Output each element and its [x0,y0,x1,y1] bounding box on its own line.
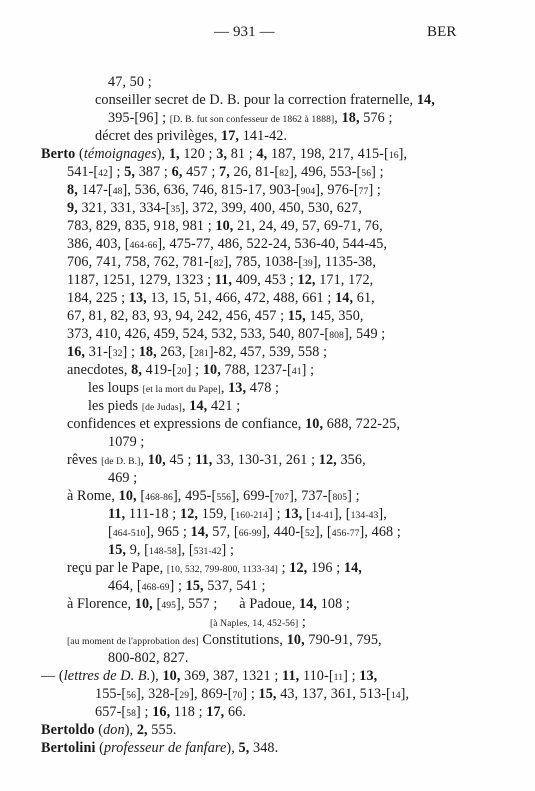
index-entry-bertoldo [41,721,177,739]
text-run: 16 [388,150,399,161]
text-run: 9, [67,200,78,216]
text-run: ), [156,146,169,162]
text-run: 13, [228,380,247,396]
text-run: 26, 81-[ [229,164,280,180]
text-run: 387 ; [135,164,172,180]
index-line [67,163,384,183]
text-run: 419-[ [141,362,177,378]
text-run: ], [378,506,387,522]
text-run: 48 [112,186,123,197]
text-run: 576 ; [359,110,393,126]
text-run: 56 [126,690,137,701]
index-line [108,649,189,667]
text-run: 263, [ [156,344,195,360]
text-run: 32 [112,348,123,359]
text-run: 1, [168,146,180,162]
text-run: 66-99 [238,528,262,539]
text-run: 20 [176,366,187,377]
text-run: 141-42. [239,128,288,144]
text-run: 11, [282,668,300,684]
text-run: 70 [232,690,243,701]
text-run: ), [226,740,239,756]
text-run: , [334,110,342,126]
text-run: ], 475-77, 486, 522-24, 536-40, 544-45, [157,236,388,252]
index-line [108,577,266,597]
text-run: 66. [224,704,247,720]
text-run: 464, [ [108,578,142,594]
text-run: 108 ; [317,596,350,612]
index-line [67,325,385,345]
index-line [67,217,383,235]
text-run: 688, 722-25, [323,416,401,432]
text-run: ], 737-[ [289,488,333,504]
index-subentry [67,451,366,471]
text-run: ], [ [333,506,351,522]
text-run: 8, [131,362,142,378]
text-run: 373, 410, 426, 459, 524, 532, 533, 540, 807-[ [67,326,330,342]
text-run: 468-69 [141,582,170,593]
text-run: ] ; [301,362,315,378]
text-run: 45 ; [165,452,196,468]
text-run: 14, [343,560,362,576]
text-run: 160-214 [235,510,269,521]
text-run: 707 [274,492,290,503]
text-run: ] ; [343,668,360,684]
text-run: ], 440-[ [261,524,306,540]
text-run: 196 ; [307,560,344,576]
text-run: 321, 331, 334-[ [77,200,171,216]
text-run: 12, [297,272,316,288]
text-run: [de D. B.] [101,456,141,467]
text-run: ], 699-[ [231,488,275,504]
text-run: 468-86 [145,492,173,503]
text-run: 386, 403, [ [67,236,130,252]
text-run: 159, [ [198,506,236,522]
index-line [108,433,144,451]
text-run: ], 785, 1038-[ [223,254,303,270]
text-run: , [220,380,229,396]
index-subentry-lettres [41,667,377,687]
index-line [67,289,375,307]
text-run: 9, [ [126,542,150,558]
text-run: ], 468 ; [359,524,401,540]
text-run: 10, [305,416,324,432]
text-run: 17, [221,128,240,144]
text-run: 10, [286,632,305,648]
text-run: les loups [88,380,143,396]
text-run: ), [150,668,163,684]
index-subentry [88,379,279,399]
text-run: lettres de D. B. [63,668,151,684]
text-run: 464-510 [112,528,146,539]
text-run: 531-42 [193,546,222,557]
text-run: rêves [67,452,102,468]
text-run: ], 496, 553-[ [289,164,362,180]
index-line [67,235,387,255]
text-run: 1079 ; [108,434,145,450]
text-run: ] ; [122,344,139,360]
text-run: 77 [358,186,369,197]
text-run: 10, [118,488,137,504]
text-run: 10, [134,596,153,612]
text-run: 800-802, 827. [108,650,189,666]
text-run: professeur de fanfare [103,740,227,756]
index-entry-bertolini [41,739,278,757]
text-run: 409, 453 ; [232,272,298,288]
text-run: ], 976-[ [315,182,359,198]
index-line [108,505,387,525]
text-run: Bertolini [41,740,96,756]
page-number: — 931 — [214,24,275,40]
text-run: ] ; [221,542,235,558]
text-run: ] ; [186,362,203,378]
text-run: 10, [215,218,234,234]
index-subentry [67,361,314,381]
text-run: 421 ; [207,398,241,414]
text-run: 56 [361,168,372,179]
text-run: 15, [108,542,127,558]
text-run: [à Naples, 14, 452-56] [210,618,299,629]
text-run: 16, [152,704,171,720]
text-run: 41 [291,366,302,377]
text-run: 1187, 1251, 1279, 1323 ; [67,272,215,288]
text-run: 13, [359,668,378,684]
text-run: 14-41 [310,510,334,521]
text-run: [de Judas] [141,402,182,413]
text-run: Berto [41,146,76,162]
text-run: 13, 15, 51, 466, 472, 488, 661 ; [146,290,336,306]
text-run: 155-[ [95,686,127,702]
text-run: 187, 198, 217, 415-[ [267,146,389,162]
text-run: ], 1135-38, [312,254,376,270]
text-run: 11, [214,272,233,288]
text-run: — ( [41,668,64,684]
text-run: [ [108,524,113,540]
text-run: ] ; [242,686,259,702]
text-run: 13, [284,506,303,522]
text-run: 57, [ [208,524,239,540]
text-run: 657-[ [95,704,127,720]
text-run: ]-82, 457, 539, 558 ; [208,344,328,360]
text-run: 706, 741, 758, 762, 781-[ [67,254,214,270]
text-run: 14, [335,290,354,306]
index-subentry [67,415,400,433]
index-subentry [67,559,362,579]
text-run: 537, 541 ; [203,578,266,594]
text-run: 805 [332,492,348,503]
text-run: 14, [299,596,318,612]
text-run: ] ; [169,578,186,594]
text-run: 11, [108,506,126,522]
index-subentry [67,595,350,615]
text-run: 348. [249,740,279,756]
text-run: 184, 225 ; [67,290,129,306]
text-run: 10, [202,362,221,378]
text-run: 464-66 [129,240,158,251]
text-run: ] ; [368,182,381,198]
index-line [95,127,287,145]
text-run: [et la mort du Pape] [142,384,221,395]
text-run: 110-[ [299,668,334,684]
text-run: 808 [329,330,344,341]
text-run: 11, [195,452,213,468]
text-run: 81 ; [227,146,257,162]
text-run: ], [400,686,410,702]
text-run: 395-[96] ; [108,110,170,126]
text-run: [ [302,506,311,522]
text-run: 790-91, 795, [304,632,382,648]
text-run: 556 [216,492,232,503]
text-run: ] ; [347,488,360,504]
index-line [67,181,381,201]
text-run: 171, 172, [315,272,374,288]
text-run: [au moment de l'approbation des] [67,636,199,647]
index-line [108,541,234,561]
index-line [95,685,409,705]
text-run: 5, [238,740,250,756]
text-run: 147-[ [77,182,113,198]
text-run: 14, [416,92,435,108]
text-run: 541-[ [67,164,99,180]
text-run: 42 [98,168,109,179]
text-run: 13, [128,290,147,306]
text-run: ), [124,722,137,738]
text-run: ], 328-[ [136,686,180,702]
text-run: témoignages [83,146,157,162]
text-run: ], 495-[ [172,488,217,504]
text-run: 148-58 [149,546,177,557]
text-run: ], 372, 399, 400, 450, 530, 627, [180,200,363,216]
text-run: [10, 532, 799-800, 1133-34] [166,564,278,575]
text-run: 31-[ [85,344,113,360]
text-run: ], 549 ; [343,326,386,342]
text-run: ], 557 ; à Padoue, [176,596,299,612]
text-run: 61, [353,290,375,306]
text-run: [ [152,596,162,612]
text-run: confidences et expressions de confiance, [67,416,306,432]
text-run: 7, [219,164,230,180]
text-run: 10, [147,452,166,468]
text-run: 67, 81, 82, 83, 93, 94, 242, 456, 457 ; [67,308,288,324]
text-run: 21, 24, 49, 57, 69-71, 76, [233,218,383,234]
text-run: 12, [318,452,337,468]
text-run: 904 [300,186,316,197]
text-run: 369, 387, 1321 ; [180,668,283,684]
text-run: 14, [190,524,209,540]
text-run: Constitutions, [198,632,287,648]
index-line [108,523,401,543]
text-run: 12, [289,560,308,576]
index-line [67,271,373,289]
text-run: 58 [126,708,137,719]
text-run: ; [298,614,306,630]
text-run: 8, [67,182,78,198]
text-run: 457 ; [182,164,220,180]
text-run: ( [94,722,104,738]
text-run: 356, [336,452,366,468]
text-run: [ [136,488,146,504]
text-run: 281 [194,348,209,359]
text-run: 118 ; [170,704,207,720]
index-line [108,73,152,91]
text-run: 82 [279,168,290,179]
text-run: 18, [138,344,157,360]
index-subentry [67,631,382,651]
text-run: 17, [206,704,225,720]
text-run: 2, [136,722,148,738]
text-run: 15, [185,578,204,594]
text-run: ], 965 ; [145,524,191,540]
text-run: ], [ [176,542,194,558]
text-run: 456-77 [331,528,360,539]
text-run: 15, [258,686,277,702]
text-run: ] ; [108,164,125,180]
text-run: ] ; [268,506,285,522]
index-line [67,253,376,273]
text-run: 495 [161,600,177,611]
index-line [67,343,327,363]
text-run: 14, [189,398,208,414]
text-run: ], 536, 636, 746, 815-17, 903-[ [122,182,301,198]
text-run: 478 ; [246,380,280,396]
text-run: ( [75,146,84,162]
text-run: 555. [147,722,177,738]
text-run: 6, [171,164,183,180]
text-run: anecdotes, [67,362,132,378]
text-run: 134-43 [350,510,379,521]
text-run: 120 ; [179,146,217,162]
text-run: don [103,722,125,738]
text-run: ] ; [371,164,384,180]
text-run: 82 [213,258,224,269]
text-run: 12, [180,506,199,522]
text-run: 3, [216,146,228,162]
text-run: reçu par le Pape, [67,560,167,576]
text-run: conseiller secret de D. B. pour la correction fraternelle, [95,92,417,108]
text-run: ; [277,560,290,576]
text-run: à Rome, [67,488,119,504]
text-run: 52 [305,528,315,539]
index-line [108,109,393,129]
text-run: 469 ; [108,470,138,486]
index-line [67,199,362,219]
text-run: 783, 829, 835, 918, 981 ; [67,218,216,234]
text-run: ( [95,740,104,756]
text-run: les pieds [88,398,142,414]
index-line [95,91,435,109]
text-run: 16, [67,344,86,360]
text-run: 111-18 ; [125,506,180,522]
text-run: ], [ [314,524,332,540]
index-entry-berto [41,145,407,165]
text-run: 43, 137, 361, 513-[ [276,686,391,702]
text-run: 47, 50 ; [108,74,152,90]
text-run: ], [398,146,408,162]
text-run: 15, [287,308,306,324]
text-run: à Florence, [67,596,135,612]
text-run: 5, [124,164,136,180]
text-run: 33, 130-31, 261 ; [212,452,319,468]
text-run: 39 [302,258,313,269]
text-run: 4, [256,146,268,162]
text-run: 10, [162,668,181,684]
text-run: ], 869-[ [189,686,233,702]
text-run: ] ; [136,704,153,720]
text-run: 29 [179,690,190,701]
index-subentry [67,487,360,507]
text-run: [D. B. fut son confesseur de 1862 à 1888] [169,114,335,125]
text-run: 788, 1237-[ [220,362,292,378]
index-line [108,469,137,487]
text-run: 14 [390,690,401,701]
index-line [210,613,306,633]
text-run: décret des privilèges, [95,128,221,144]
text-run: , [140,452,148,468]
text-run: 35 [170,204,181,215]
text-run: Bertoldo [41,722,95,738]
running-head: BER [427,24,457,40]
text-run: 145, 350, [305,308,364,324]
text-run: 18, [341,110,360,126]
index-line [67,307,364,325]
text-run: 11 [333,672,344,683]
index-subentry [88,397,240,417]
text-run: , [181,398,190,414]
index-line [95,703,246,723]
